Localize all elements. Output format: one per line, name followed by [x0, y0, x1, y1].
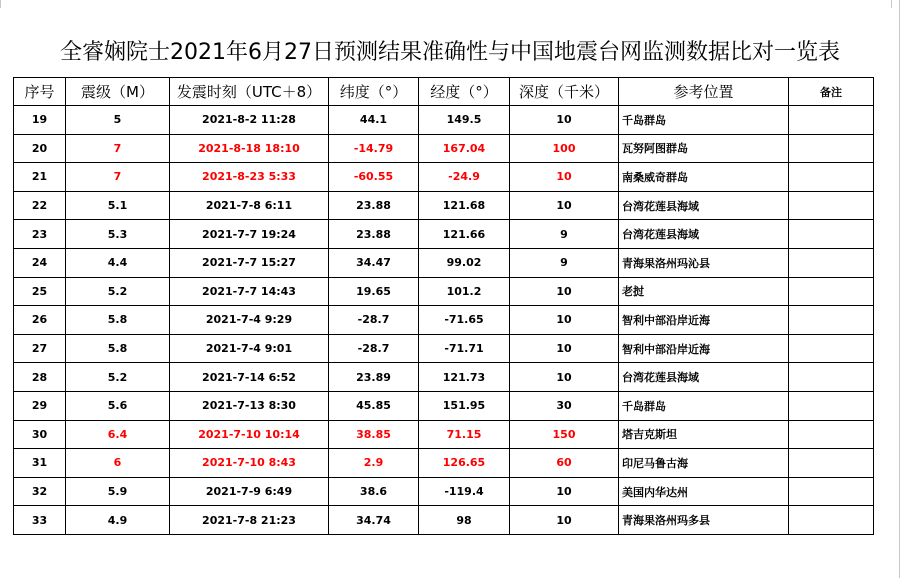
table-row — [14, 506, 874, 535]
cell-time: 2021-7-4 9:01 — [170, 334, 329, 363]
cell-depth: 10 — [510, 477, 619, 506]
cell-location: 南桑威奇群岛 — [619, 163, 789, 192]
table-row — [14, 134, 874, 163]
cell-magnitude: 6.4 — [66, 420, 170, 449]
cell-latitude: 19.65 — [329, 277, 419, 306]
cell-longitude: 149.5 — [419, 106, 510, 135]
cell-index: 22 — [14, 191, 66, 220]
cell-note — [789, 134, 874, 163]
cell-index: 31 — [14, 449, 66, 478]
cell-depth: 10 — [510, 277, 619, 306]
table-row — [14, 106, 874, 135]
table-row — [14, 363, 874, 392]
cell-location: 美国内华达州 — [619, 477, 789, 506]
cell-location: 青海果洛州玛多县 — [619, 506, 789, 535]
cell-longitude: -119.4 — [419, 477, 510, 506]
cell-latitude: 44.1 — [329, 106, 419, 135]
cell-depth: 150 — [510, 420, 619, 449]
cell-depth: 10 — [510, 106, 619, 135]
cell-depth: 10 — [510, 191, 619, 220]
cell-latitude: -28.7 — [329, 334, 419, 363]
cell-location: 青海果洛州玛沁县 — [619, 248, 789, 277]
cell-longitude: 121.68 — [419, 191, 510, 220]
cell-index: 29 — [14, 391, 66, 420]
table-header-row — [14, 78, 874, 106]
cell-magnitude: 5.2 — [66, 277, 170, 306]
cell-note — [789, 106, 874, 135]
comparison-table — [13, 77, 874, 535]
cell-note — [789, 449, 874, 478]
cell-location: 台湾花莲县海域 — [619, 220, 789, 249]
cell-magnitude: 5.2 — [66, 363, 170, 392]
cell-location: 台湾花莲县海域 — [619, 191, 789, 220]
header-latitude: 纬度（°） — [329, 78, 419, 106]
cell-magnitude: 7 — [66, 134, 170, 163]
cell-depth: 10 — [510, 163, 619, 192]
cell-note — [789, 363, 874, 392]
cell-magnitude: 5.1 — [66, 191, 170, 220]
cell-latitude: -60.55 — [329, 163, 419, 192]
cell-latitude: 38.85 — [329, 420, 419, 449]
cell-latitude: -14.79 — [329, 134, 419, 163]
cell-note — [789, 248, 874, 277]
cell-magnitude: 5 — [66, 106, 170, 135]
cell-index: 24 — [14, 248, 66, 277]
cell-latitude: 34.47 — [329, 248, 419, 277]
cell-time: 2021-7-7 19:24 — [170, 220, 329, 249]
cell-note — [789, 477, 874, 506]
header-depth: 深度（千米） — [510, 78, 619, 106]
table-row — [14, 420, 874, 449]
cell-depth: 60 — [510, 449, 619, 478]
cell-index: 21 — [14, 163, 66, 192]
cell-location: 塔吉克斯坦 — [619, 420, 789, 449]
cell-latitude: 23.88 — [329, 220, 419, 249]
cell-note — [789, 306, 874, 335]
cell-longitude: 126.65 — [419, 449, 510, 478]
header-index: 序号 — [14, 78, 66, 106]
cell-magnitude: 5.9 — [66, 477, 170, 506]
cell-location: 千岛群岛 — [619, 391, 789, 420]
cell-longitude: 167.04 — [419, 134, 510, 163]
cell-latitude: 45.85 — [329, 391, 419, 420]
cell-location: 老挝 — [619, 277, 789, 306]
cell-magnitude: 5.8 — [66, 306, 170, 335]
cell-location: 智利中部沿岸近海 — [619, 306, 789, 335]
cell-magnitude: 7 — [66, 163, 170, 192]
header-note: 备注 — [789, 78, 874, 106]
table-row — [14, 306, 874, 335]
table-row — [14, 191, 874, 220]
cell-magnitude: 4.9 — [66, 506, 170, 535]
cell-depth: 10 — [510, 306, 619, 335]
cell-note — [789, 391, 874, 420]
page-title: 全睿娴院士2021年6月27日预测结果准确性与中国地震台网监测数据比对一览表 — [60, 40, 840, 65]
cell-longitude: -71.71 — [419, 334, 510, 363]
cell-depth: 10 — [510, 506, 619, 535]
cell-time: 2021-7-7 15:27 — [170, 248, 329, 277]
cell-depth: 30 — [510, 391, 619, 420]
cell-index: 27 — [14, 334, 66, 363]
cell-longitude: 98 — [419, 506, 510, 535]
cell-latitude: 34.74 — [329, 506, 419, 535]
cell-latitude: 23.88 — [329, 191, 419, 220]
cell-time: 2021-7-9 6:49 — [170, 477, 329, 506]
cell-time: 2021-8-2 11:28 — [170, 106, 329, 135]
table-body — [14, 106, 874, 535]
table-row — [14, 449, 874, 478]
cell-longitude: 121.73 — [419, 363, 510, 392]
cell-magnitude: 5.3 — [66, 220, 170, 249]
cell-longitude: 121.66 — [419, 220, 510, 249]
header-location: 参考位置 — [619, 78, 789, 106]
cell-latitude: 23.89 — [329, 363, 419, 392]
cell-longitude: 101.2 — [419, 277, 510, 306]
cell-index: 32 — [14, 477, 66, 506]
cell-latitude: 2.9 — [329, 449, 419, 478]
cell-index: 19 — [14, 106, 66, 135]
table-row — [14, 163, 874, 192]
cell-time: 2021-8-23 5:33 — [170, 163, 329, 192]
cell-magnitude: 5.8 — [66, 334, 170, 363]
cell-note — [789, 506, 874, 535]
table-row — [14, 277, 874, 306]
corner-mark-right — [891, 0, 892, 8]
cell-depth: 9 — [510, 220, 619, 249]
header-magnitude: 震级（M） — [66, 78, 170, 106]
cell-depth: 100 — [510, 134, 619, 163]
cell-magnitude: 5.6 — [66, 391, 170, 420]
cell-index: 26 — [14, 306, 66, 335]
cell-depth: 10 — [510, 363, 619, 392]
cell-note — [789, 277, 874, 306]
cell-time: 2021-7-7 14:43 — [170, 277, 329, 306]
cell-time: 2021-7-13 8:30 — [170, 391, 329, 420]
cell-note — [789, 163, 874, 192]
cell-magnitude: 6 — [66, 449, 170, 478]
cell-index: 28 — [14, 363, 66, 392]
cell-time: 2021-7-10 8:43 — [170, 449, 329, 478]
cell-time: 2021-8-18 18:10 — [170, 134, 329, 163]
table-row — [14, 248, 874, 277]
cell-longitude: 71.15 — [419, 420, 510, 449]
cell-depth: 10 — [510, 334, 619, 363]
cell-latitude: 38.6 — [329, 477, 419, 506]
header-longitude: 经度（°） — [419, 78, 510, 106]
cell-location: 瓦努阿图群岛 — [619, 134, 789, 163]
cell-time: 2021-7-4 9:29 — [170, 306, 329, 335]
table-row — [14, 391, 874, 420]
cell-note — [789, 334, 874, 363]
cell-location: 智利中部沿岸近海 — [619, 334, 789, 363]
table-row — [14, 220, 874, 249]
cell-time: 2021-7-8 21:23 — [170, 506, 329, 535]
corner-mark-left — [0, 0, 1, 8]
cell-index: 20 — [14, 134, 66, 163]
table-row — [14, 477, 874, 506]
cell-latitude: -28.7 — [329, 306, 419, 335]
cell-note — [789, 220, 874, 249]
table-row — [14, 334, 874, 363]
cell-index: 25 — [14, 277, 66, 306]
cell-note — [789, 191, 874, 220]
cell-longitude: -71.65 — [419, 306, 510, 335]
cell-location: 千岛群岛 — [619, 106, 789, 135]
cell-index: 33 — [14, 506, 66, 535]
cell-longitude: 99.02 — [419, 248, 510, 277]
header-time: 发震时刻（UTC＋8） — [170, 78, 329, 106]
cell-longitude: 151.95 — [419, 391, 510, 420]
cell-time: 2021-7-8 6:11 — [170, 191, 329, 220]
cell-depth: 9 — [510, 248, 619, 277]
cell-magnitude: 4.4 — [66, 248, 170, 277]
cell-time: 2021-7-14 6:52 — [170, 363, 329, 392]
cell-location: 印尼马鲁古海 — [619, 449, 789, 478]
cell-longitude: -24.9 — [419, 163, 510, 192]
cell-index: 30 — [14, 420, 66, 449]
cell-index: 23 — [14, 220, 66, 249]
cell-note — [789, 420, 874, 449]
cell-location: 台湾花莲县海域 — [619, 363, 789, 392]
cell-time: 2021-7-10 10:14 — [170, 420, 329, 449]
